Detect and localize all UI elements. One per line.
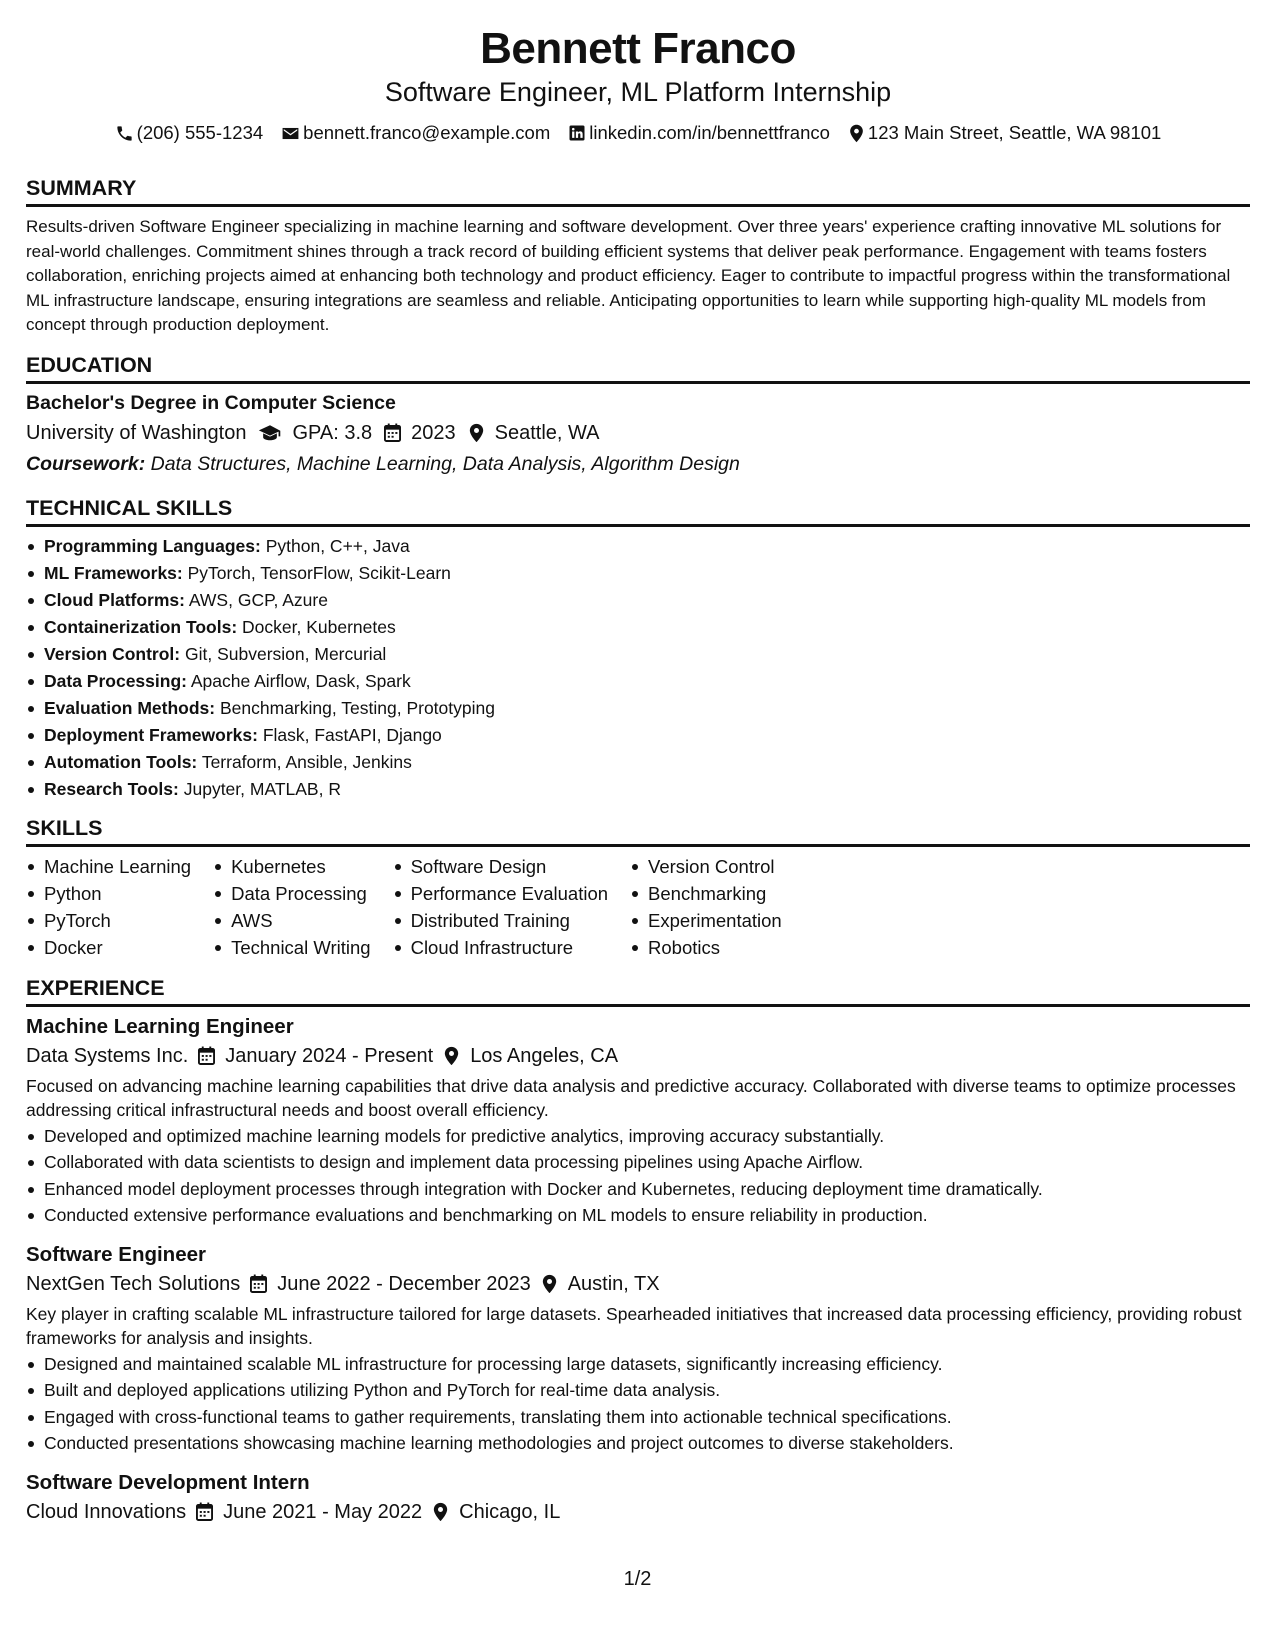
list-item: Designed and maintained scalable ML infrastructure for processing large datasets, significantly increasing efficiency. [26, 1351, 1250, 1378]
section-title-experience: EXPERIENCE [26, 975, 1250, 1007]
page-number: 1/2 [623, 1568, 652, 1590]
job-title: Machine Learning Engineer [26, 1014, 294, 1038]
degree-title: Bachelor's Degree in Computer Science [26, 391, 396, 414]
map-pin-icon [432, 1502, 449, 1522]
contact-address [848, 121, 1161, 145]
calendar-icon [384, 423, 401, 442]
education-section [26, 352, 1250, 479]
graduation-year: 2023 [411, 421, 456, 444]
list-item [26, 776, 1250, 803]
list-item: Distributed Training [393, 907, 608, 934]
skills-column [393, 853, 608, 961]
list-item [26, 722, 1250, 749]
experience-section [26, 975, 1250, 1527]
skill-category: Deployment Frameworks: [44, 724, 258, 745]
section-title-skills: SKILLS [26, 815, 1250, 847]
list-item: Performance Evaluation [393, 880, 608, 907]
list-item: PyTorch [26, 907, 191, 934]
job-location: Austin, TX [567, 1272, 660, 1295]
skill-category: Version Control: [44, 643, 181, 664]
section-title-technical-skills: TECHNICAL SKILLS [26, 495, 1250, 527]
candidate-name: Bennett Franco [480, 24, 796, 73]
coursework [26, 449, 1250, 479]
contact-bar [26, 121, 1250, 145]
skill-values: Apache Airflow, Dask, Spark [190, 670, 411, 691]
education-location: Seattle, WA [494, 421, 600, 444]
list-item: Kubernetes [213, 853, 371, 880]
contact-linkedin[interactable] [568, 121, 830, 145]
job-meta [26, 1497, 1250, 1527]
list-item: Engaged with cross-functional teams to gather requirements, translating them into actionable technical specifications. [26, 1404, 1250, 1431]
job-meta [26, 1041, 1250, 1071]
linkedin-text: linkedin.com/in/bennettfranco [589, 122, 830, 143]
list-item: Developed and optimized machine learning models for predictive analytics, improving accuracy substantially. [26, 1123, 1250, 1150]
envelope-icon [281, 124, 300, 143]
job-meta [26, 1269, 1250, 1299]
skill-values: Terraform, Ansible, Jenkins [201, 751, 412, 772]
section-title-summary: SUMMARY [26, 175, 1250, 207]
experience-entry [26, 1241, 1250, 1457]
list-item: Conducted extensive performance evaluations and benchmarking on ML models to ensure reliability in production. [26, 1202, 1250, 1229]
skill-values: PyTorch, TensorFlow, Scikit-Learn [187, 562, 451, 583]
list-item [26, 641, 1250, 668]
list-item: Enhanced model deployment processes through integration with Docker and Kubernetes, reducing deployment time dramatically. [26, 1176, 1250, 1203]
list-item [26, 587, 1250, 614]
list-item: Robotics [630, 934, 782, 961]
skill-values: Docker, Kubernetes [242, 616, 396, 637]
list-item: Data Processing [213, 880, 371, 907]
skill-values: Flask, FastAPI, Django [262, 724, 442, 745]
skills-grid [26, 853, 1250, 961]
coursework-list: Data Structures, Machine Learning, Data Analysis, Algorithm Design [150, 452, 740, 475]
job-dates: January 2024 - Present [225, 1044, 434, 1067]
contact-phone [115, 121, 264, 145]
job-dates: June 2021 - May 2022 [223, 1500, 423, 1523]
skill-values: Benchmarking, Testing, Prototyping [220, 697, 495, 718]
list-item [26, 560, 1250, 587]
skills-column [213, 853, 371, 961]
map-pin-icon [443, 1046, 460, 1066]
company-name: NextGen Tech Solutions [26, 1272, 241, 1295]
list-item [26, 668, 1250, 695]
school-name: University of Washington [26, 421, 247, 444]
summary-text: Results-driven Software Engineer specializing in machine learning and software development. Over three years' experience crafting innovative ML solutions for real-world challenges. Commitment shines through a track record of building efficient systems that deliver peak performance. Engagement with teams fosters collaboration, enriching projects aimed at enhancing both technology and product efficiency. Eager to contribute to impactful progress within the transformational ML infrastructure landscape, ensuring integrations are seamless and reliable. Anticipating opportunities to learn while supporting high-quality ML models from concept through production deployment. [26, 217, 1231, 334]
job-description: Focused on advancing machine learning capabilities that drive data analysis and predictive accuracy. Collaborated with diverse teams to optimize processes addressing critical infrastructural needs and boost overall efficiency. [26, 1075, 1236, 1120]
coursework-label: Coursework: [26, 452, 146, 475]
skill-category: Cloud Platforms: [44, 589, 185, 610]
job-dates: June 2022 - December 2023 [277, 1272, 531, 1295]
experience-entry [26, 1013, 1250, 1229]
linkedin-icon [568, 124, 586, 142]
skill-category: ML Frameworks: [44, 562, 183, 583]
experience-entry [26, 1469, 1250, 1527]
list-item: Python [26, 880, 191, 907]
skill-values: AWS, GCP, Azure [188, 589, 328, 610]
phone-text: (206) 555-1234 [136, 122, 264, 143]
skills-column [630, 853, 782, 961]
skill-category: Data Processing: [44, 670, 187, 691]
job-location: Los Angeles, CA [470, 1044, 619, 1067]
job-bullets [26, 1351, 1250, 1457]
education-meta [26, 418, 1250, 448]
skill-values: Python, C++, Java [265, 535, 410, 556]
calendar-icon [250, 1274, 267, 1293]
map-pin-icon [468, 423, 485, 443]
technical-skills-section [26, 495, 1250, 803]
list-item [26, 749, 1250, 776]
company-name: Data Systems Inc. [26, 1044, 189, 1067]
skill-category: Automation Tools: [44, 751, 198, 772]
list-item: Benchmarking [630, 880, 782, 907]
list-item: Collaborated with data scientists to design and implement data processing pipelines using Apache Airflow. [26, 1149, 1250, 1176]
company-name: Cloud Innovations [26, 1500, 187, 1523]
skill-values: Jupyter, MATLAB, R [183, 778, 341, 799]
skills-section [26, 815, 1250, 961]
calendar-icon [198, 1046, 215, 1065]
job-description: Key player in crafting scalable ML infrastructure tailored for large datasets. Spearheaded initiatives that increased data processing efficiency, providing robust frameworks for analysis and insights. [26, 1303, 1242, 1348]
list-item: Conducted presentations showcasing machine learning methodologies and project outcomes to diverse stakeholders. [26, 1430, 1250, 1457]
technical-skills-list [26, 533, 1250, 803]
list-item [26, 695, 1250, 722]
job-bullets [26, 1123, 1250, 1229]
phone-icon [115, 124, 134, 143]
graduation-cap-icon [258, 424, 282, 442]
skill-values: Git, Subversion, Mercurial [185, 643, 387, 664]
email-text: bennett.franco@example.com [303, 122, 551, 143]
job-title: Software Engineer [26, 1242, 206, 1266]
list-item [26, 533, 1250, 560]
list-item: Machine Learning [26, 853, 191, 880]
list-item: Cloud Infrastructure [393, 934, 608, 961]
address-text: 123 Main Street, Seattle, WA 98101 [867, 122, 1162, 143]
skill-category: Programming Languages: [44, 535, 261, 556]
list-item: Version Control [630, 853, 782, 880]
skill-category: Containerization Tools: [44, 616, 238, 637]
gpa-text: GPA: 3.8 [292, 421, 373, 444]
candidate-headline: Software Engineer, ML Platform Internship [384, 77, 892, 107]
list-item: Software Design [393, 853, 608, 880]
skills-column [26, 853, 191, 961]
summary-section [26, 175, 1250, 338]
resume-page [26, 0, 1250, 1527]
skill-category: Evaluation Methods: [44, 697, 216, 718]
job-title: Software Development Intern [26, 1470, 310, 1494]
calendar-icon [196, 1502, 213, 1521]
list-item: Technical Writing [213, 934, 371, 961]
list-item: Built and deployed applications utilizing Python and PyTorch for real-time data analysis. [26, 1377, 1250, 1404]
list-item: Docker [26, 934, 191, 961]
map-pin-icon [848, 124, 865, 143]
section-title-education: EDUCATION [26, 352, 1250, 384]
job-location: Chicago, IL [459, 1500, 561, 1523]
list-item: Experimentation [630, 907, 782, 934]
list-item: AWS [213, 907, 371, 934]
list-item [26, 614, 1250, 641]
skill-category: Research Tools: [44, 778, 179, 799]
map-pin-icon [541, 1274, 558, 1294]
contact-email[interactable] [281, 121, 550, 145]
